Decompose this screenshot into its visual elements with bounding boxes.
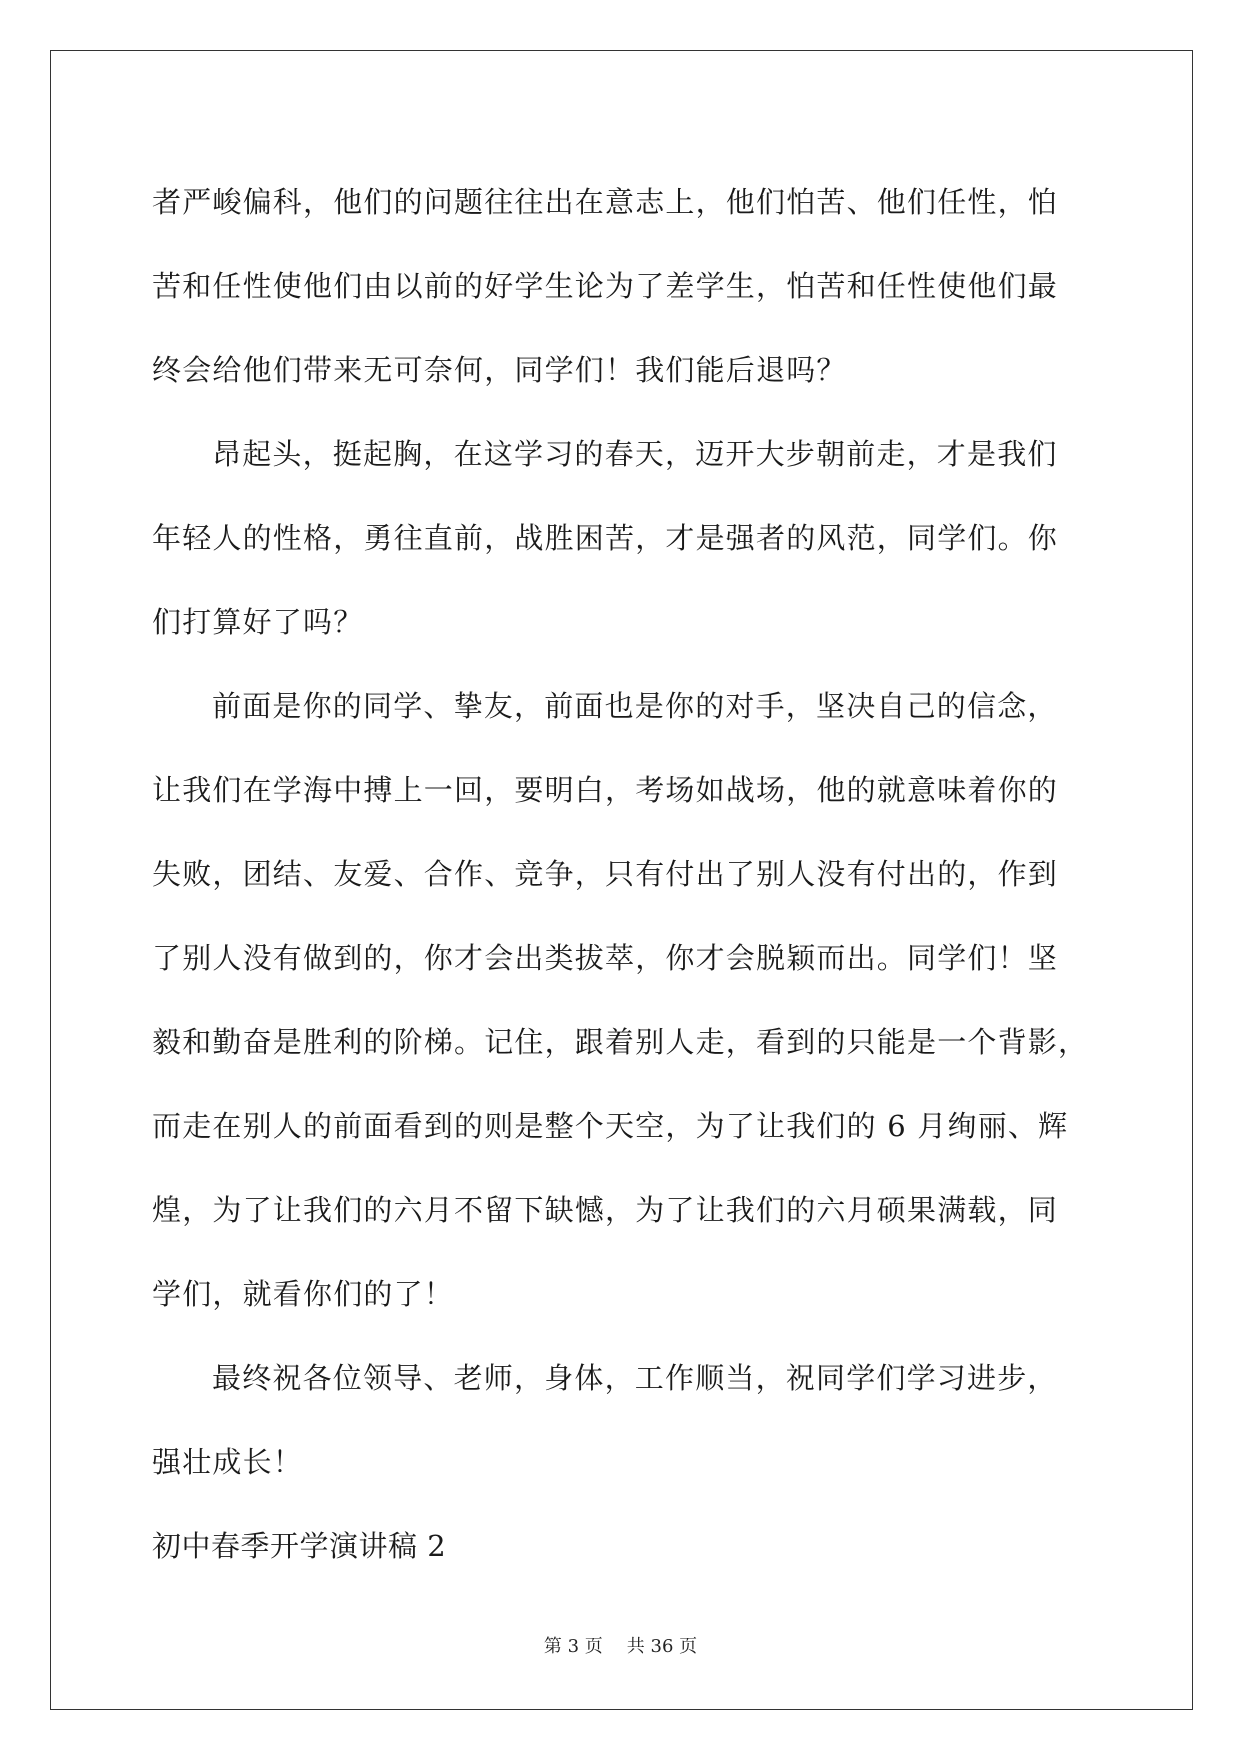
text-line-11: 毅和勤奋是胜利的阶梯。记住，跟着别人走，看到的只能是一个背影， (152, 1025, 1089, 1059)
text-line-8: 让我们在学海中搏上一回，要明白，考场如战场，他的就意味着你的 (152, 773, 1059, 807)
text-line-12: 而走在别人的前面看到的则是整个天空，为了让我们的 6 月绚丽、辉 (152, 1109, 1069, 1143)
text-line-10: 了别人没有做到的，你才会出类拔萃，你才会脱颖而出。同学们！坚 (152, 941, 1059, 975)
page-footer (0, 1632, 1241, 1658)
document-body (152, 160, 1112, 1588)
text-line-4: 昂起头，挺起胸，在这学习的春天，迈开大步朝前走，才是我们 (212, 437, 1058, 471)
page-number-current: 第 3 页 (543, 1636, 603, 1657)
text-line-6: 们打算好了吗？ (152, 605, 364, 639)
text-line-3: 终会给他们带来无可奈何，同学们！我们能后退吗？ (152, 353, 847, 387)
section-title: 初中春季开学演讲稿 2 (152, 1529, 447, 1563)
text-line-13: 煌，为了让我们的六月不留下缺憾，为了让我们的六月硕果满载，同 (152, 1193, 1059, 1227)
text-line-16: 强壮成长！ (152, 1445, 304, 1479)
text-line-15: 最终祝各位领导、老师，身体，工作顺当，祝同学们学习进步， (212, 1361, 1058, 1395)
page-number-total: 共 36 页 (626, 1636, 698, 1657)
text-line-5: 年轻人的性格，勇往直前，战胜困苦，才是强者的风范，同学们。你 (152, 521, 1059, 555)
text-line-14: 学们，就看你们的了！ (152, 1277, 455, 1311)
text-line-7: 前面是你的同学、挚友，前面也是你的对手，坚决自己的信念， (212, 689, 1058, 723)
text-line-1: 者严峻偏科，他们的问题往往出在意志上，他们怕苦、他们任性，怕 (152, 185, 1059, 219)
text-line-2: 苦和任性使他们由以前的好学生论为了差学生，怕苦和任性使他们最 (152, 269, 1059, 303)
text-line-9: 失败，团结、友爱、合作、竞争，只有付出了别人没有付出的，作到 (152, 857, 1059, 891)
